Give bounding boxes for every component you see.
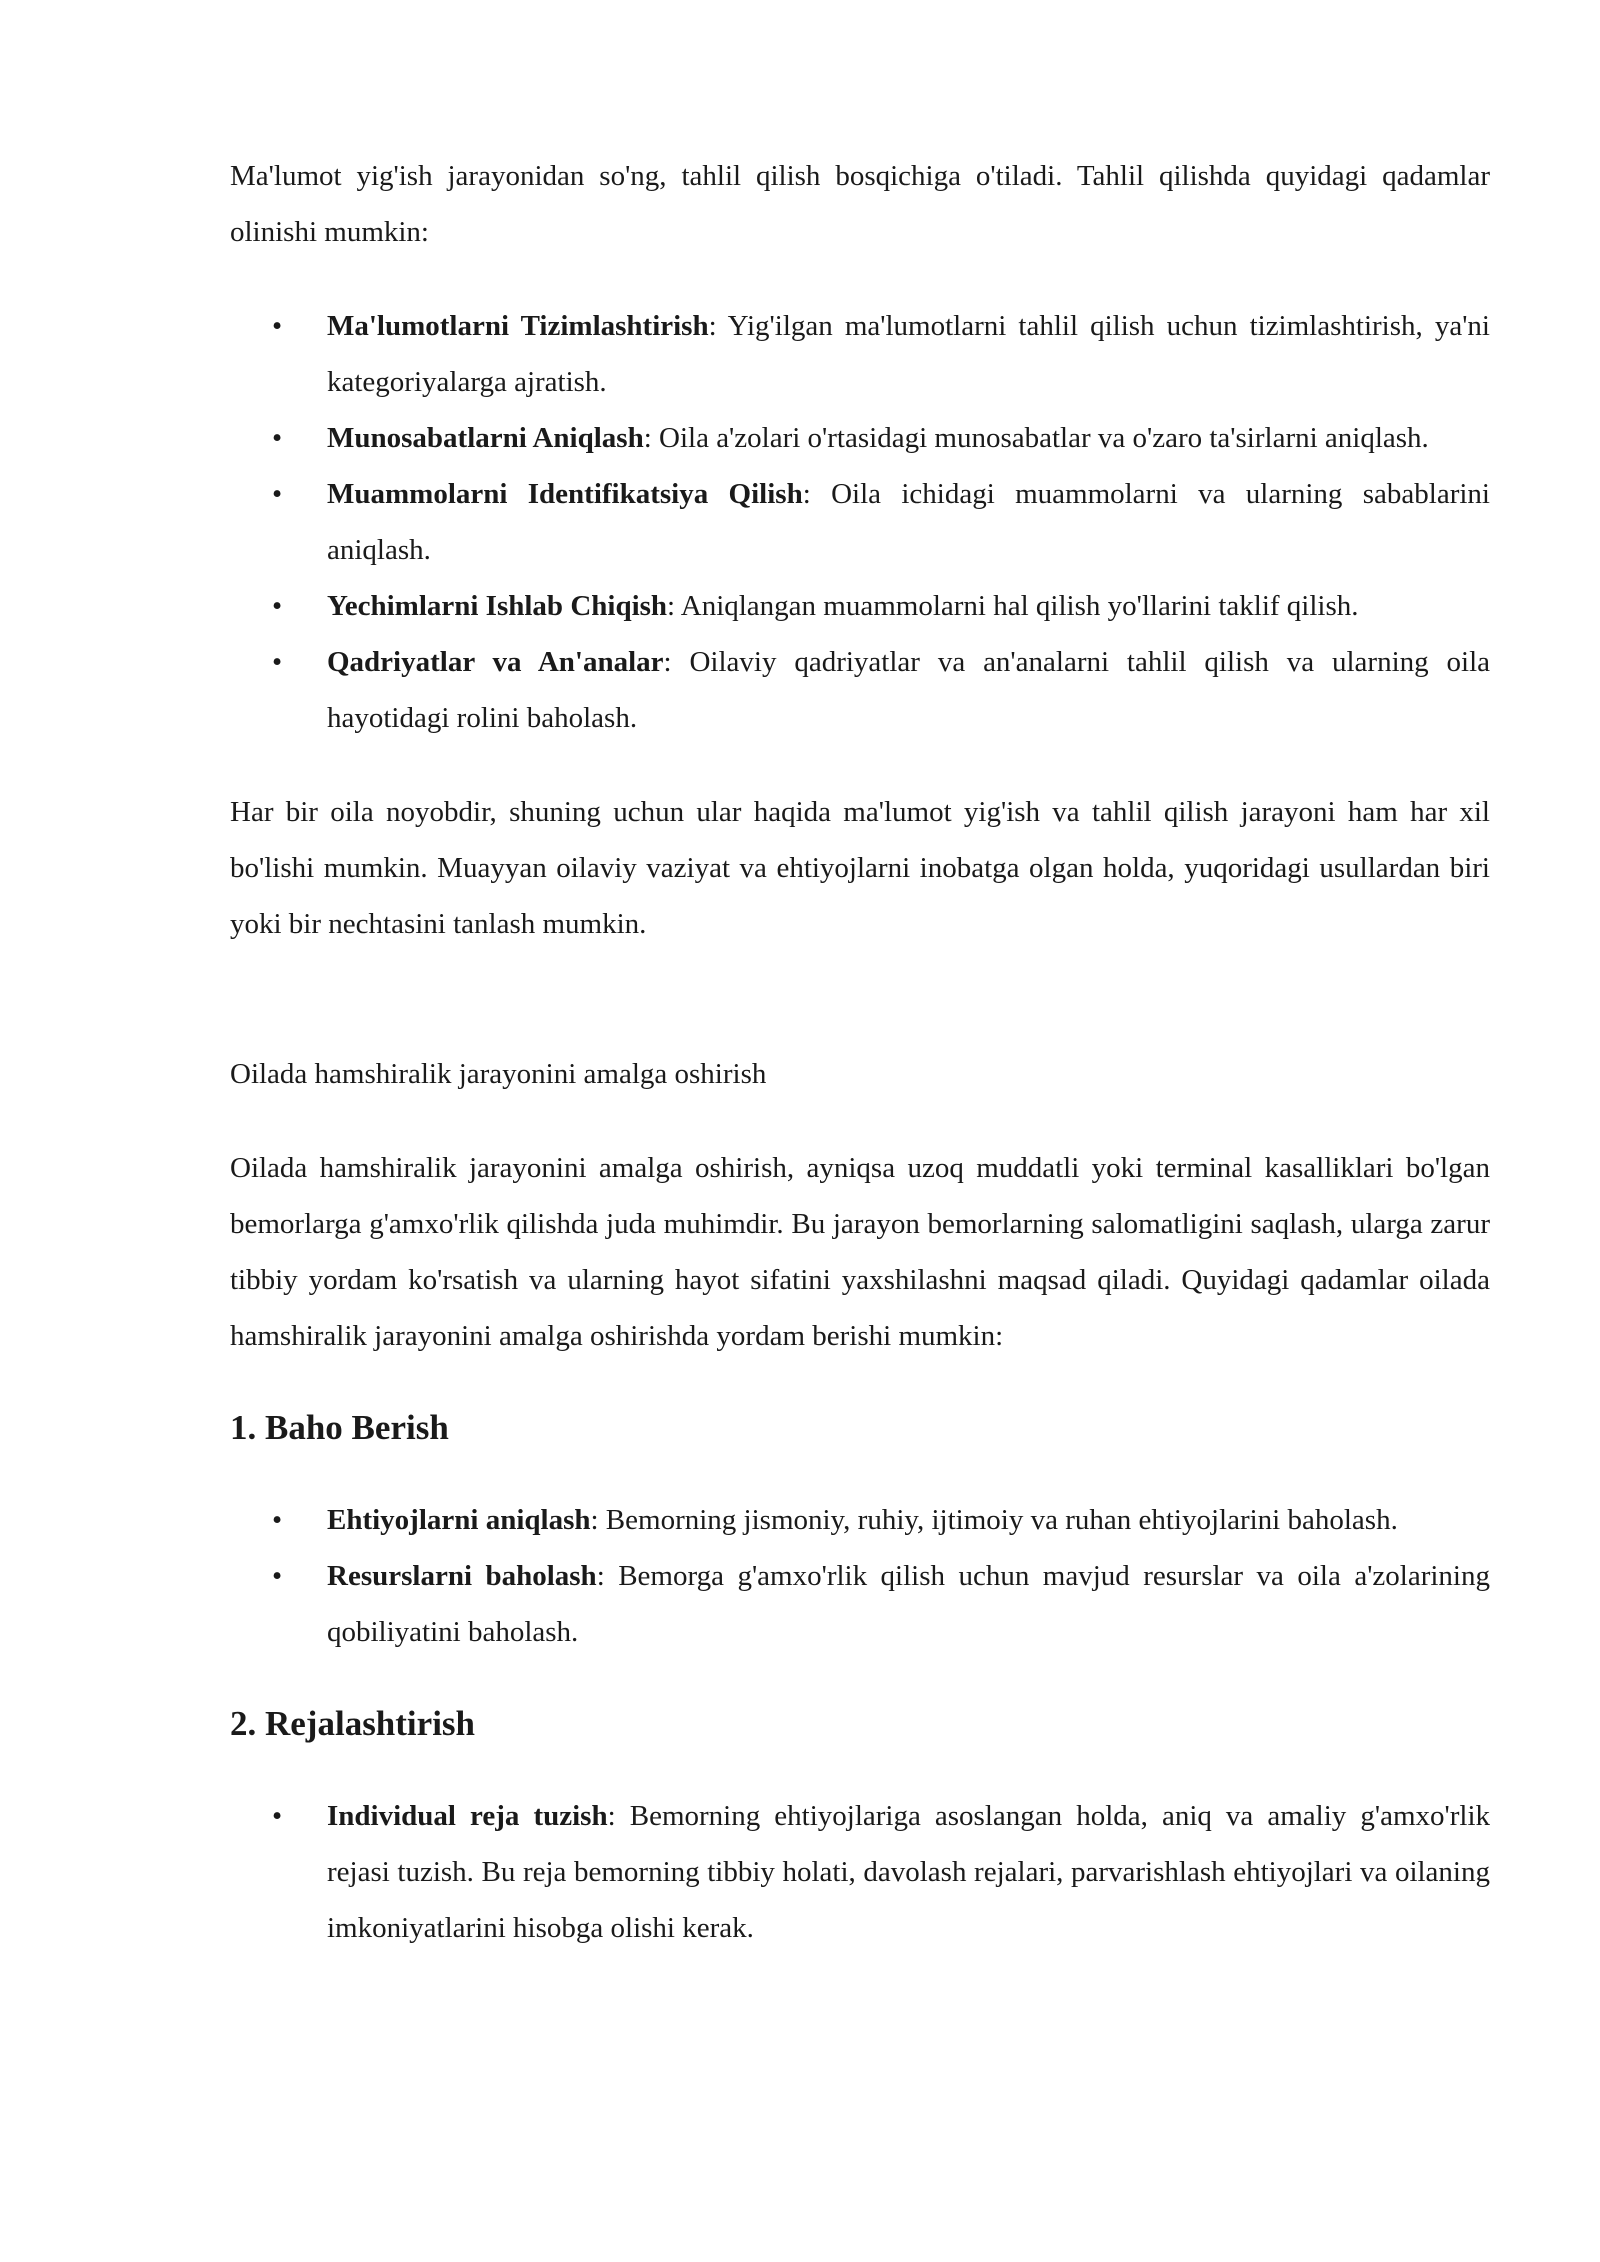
spacer bbox=[230, 260, 1490, 298]
spacer bbox=[230, 1660, 1490, 1696]
bullet-icon: • bbox=[272, 590, 283, 622]
spacer bbox=[230, 746, 1490, 784]
list-item-term: Munosabatlarni Aniqlash bbox=[327, 422, 644, 454]
bullet-icon: • bbox=[272, 1560, 283, 1592]
analysis-steps-list bbox=[230, 298, 1490, 746]
bullet-icon: • bbox=[272, 1504, 283, 1536]
list-item bbox=[230, 634, 1490, 746]
list-item-text: : Oilaviy qadriyatlar va an'analarni tahlil qilish va ularning oila hayotidagi rolini baholash. bbox=[327, 646, 1491, 734]
spacer bbox=[230, 1752, 1490, 1788]
list-item bbox=[230, 410, 1490, 466]
nursing-intro-paragraph: Oilada hamshiralik jarayonini amalga oshirish, ayniqsa uzoq muddatli yoki terminal kasalliklari bo'lgan bemorlarga g'amxo'rlik qilishda juda muhimdir. Bu jarayon bemorlarning salomatligini saqlash, ularga zarur tibbiy yordam ko'rsatish va ularning hayot sifatini yaxshilashni maqsad qiladi. Quyidagi qadamlar oilada hamshiralik jarayonini amalga oshirishda yordam berishi mumkin: bbox=[230, 1152, 1490, 1352]
list-item-text: : Bemorga g'amxo'rlik qilish uchun mavjud resurslar va oila a'zolarining qobiliyatini baholash. bbox=[327, 1560, 1490, 1648]
heading-rejalashtirish: 2. Rejalashtirish bbox=[230, 1704, 475, 1743]
list-item-text: : Bemorning jismoniy, ruhiy, ijtimoiy va ruhan ehtiyojlarini baholash. bbox=[590, 1504, 1398, 1536]
bullet-icon: • bbox=[272, 478, 283, 510]
list-item-text: : Oila a'zolari o'rtasidagi munosabatlar va o'zaro ta'sirlarni aniqlash. bbox=[643, 422, 1429, 454]
list-item-term: Yechimlarni Ishlab Chiqish bbox=[327, 590, 668, 622]
list-item-term: Qadriyatlar va An'analar bbox=[327, 646, 664, 678]
list-item-term: Resurslarni baholash bbox=[327, 1560, 597, 1592]
list-item-text: : Oila ichidagi muammolarni va ularning sabablarini aniqlash. bbox=[327, 478, 1490, 566]
intro-paragraph: Ma'lumot yig'ish jarayonidan so'ng, tahlil qilish bosqichiga o'tiladi. Tahlil qilishda quyidagi qadamlar olinishi mumkin: bbox=[230, 160, 1490, 248]
section-subtitle: Oilada hamshiralik jarayonini amalga oshirish bbox=[230, 1058, 767, 1090]
list-item-text: : Yig'ilgan ma'lumotlarni tahlil qilish uchun tizimlashtirish, ya'ni kategoriyalarga ajratish. bbox=[327, 310, 1490, 398]
bullet-icon: • bbox=[272, 422, 283, 454]
summary-paragraph: Har bir oila noyobdir, shuning uchun ular haqida ma'lumot yig'ish va tahlil qilish jarayoni ham har xil bo'lishi mumkin. Muayyan oilaviy vaziyat va ehtiyojlarni inobatga olgan holda, yuqoridagi usullardan biri yoki bir nechtasini tanlash mumkin. bbox=[230, 796, 1490, 940]
list-item bbox=[230, 466, 1490, 578]
bullet-icon: • bbox=[272, 646, 283, 678]
list-item bbox=[230, 1788, 1490, 1956]
list-item bbox=[230, 578, 1490, 634]
list-item-term: Ehtiyojlarni aniqlash bbox=[327, 1504, 591, 1536]
section2-list bbox=[230, 1788, 1490, 1956]
list-item bbox=[230, 298, 1490, 410]
spacer bbox=[230, 1364, 1490, 1400]
list-item-term: Individual reja tuzish bbox=[327, 1800, 608, 1832]
bullet-icon: • bbox=[272, 1800, 283, 1832]
list-item-term: Muammolarni Identifikatsiya Qilish bbox=[327, 478, 803, 510]
list-item-term: Ma'lumotlarni Tizimlashtirish bbox=[327, 310, 709, 342]
list-item bbox=[230, 1492, 1490, 1548]
section1-list bbox=[230, 1492, 1490, 1660]
document-page bbox=[230, 148, 1490, 1956]
spacer bbox=[230, 952, 1490, 1046]
spacer bbox=[230, 1102, 1490, 1140]
heading-baho-berish: 1. Baho Berish bbox=[230, 1408, 449, 1447]
list-item-text: : Aniqlangan muammolarni hal qilish yo'llarini taklif qilish. bbox=[667, 590, 1359, 622]
list-item-text: : Bemorning ehtiyojlariga asoslangan holda, aniq va amaliy g'amxo'rlik rejasi tuzish. Bu reja bemorning tibbiy holati, davolash rejalari, parvarishlash ehtiyojlari va oilaning imkoniyatlarini hisobga olishi kerak. bbox=[327, 1800, 1490, 1944]
list-item bbox=[230, 1548, 1490, 1660]
bullet-icon: • bbox=[272, 310, 283, 342]
spacer bbox=[230, 1456, 1490, 1492]
